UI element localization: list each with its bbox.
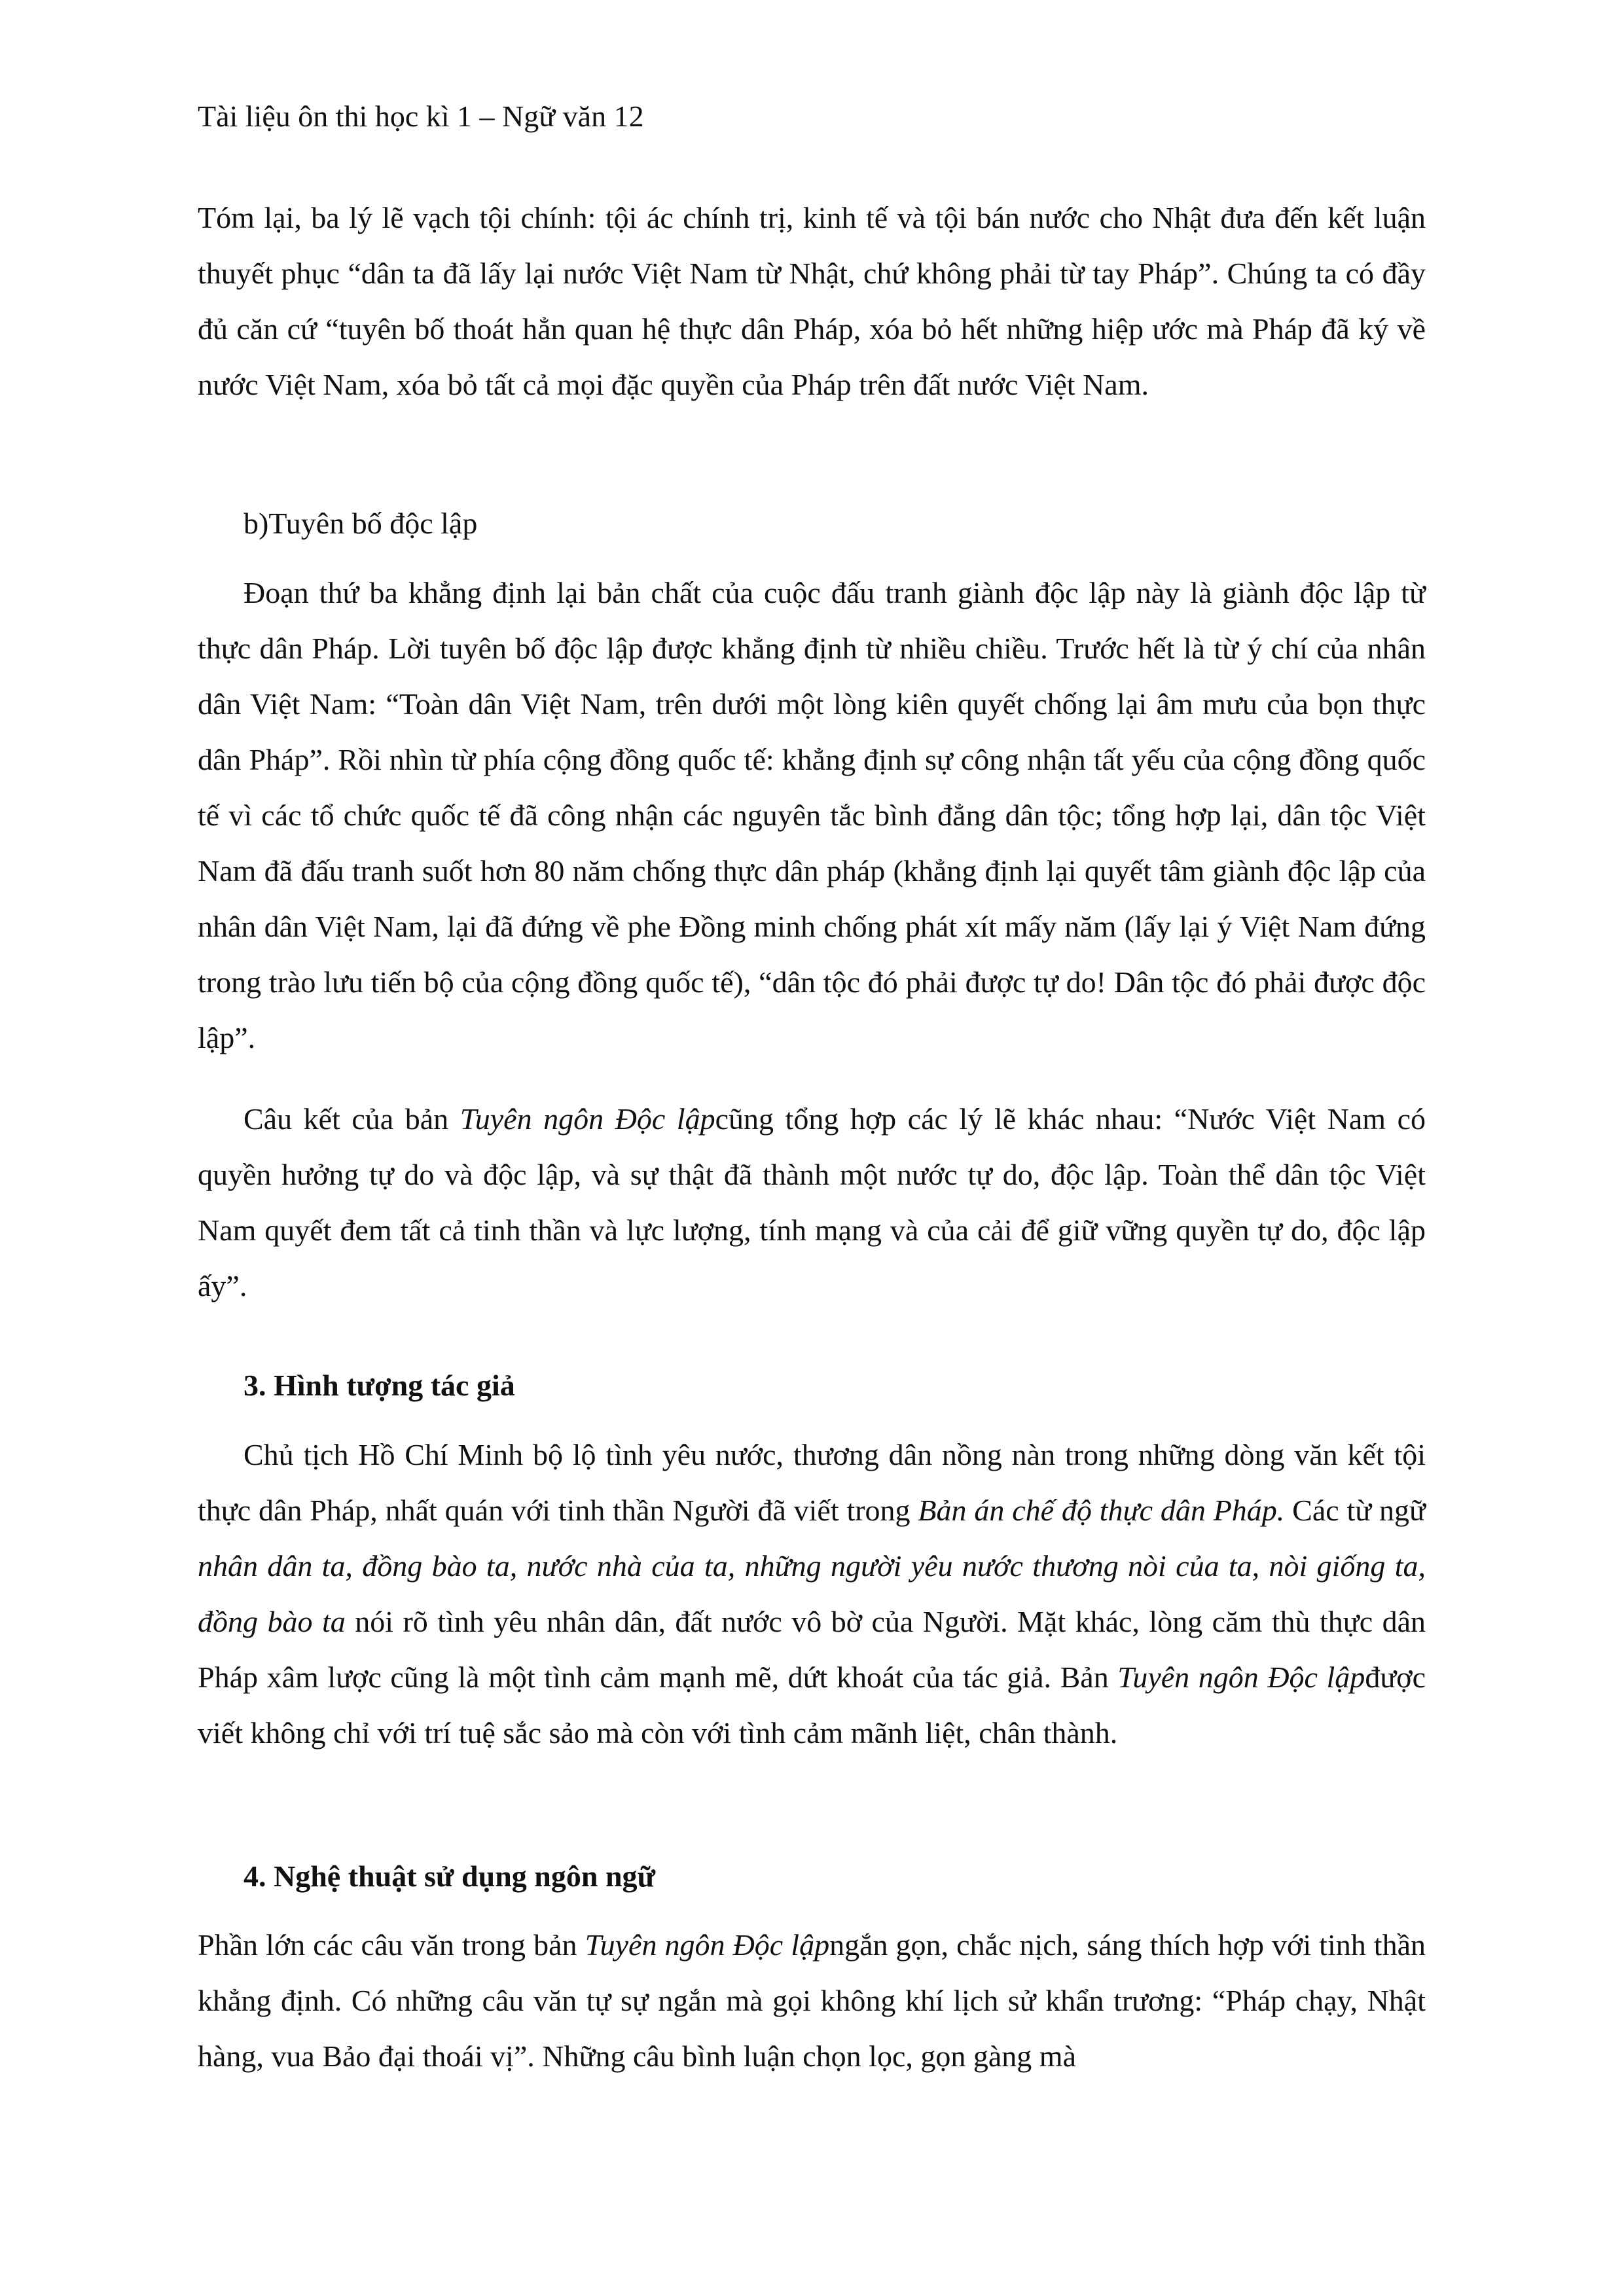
section-4-italic-1: Tuyên ngôn Độc lập bbox=[585, 1928, 830, 1962]
section-4-paragraph bbox=[198, 1917, 1426, 2084]
section-3-heading: 3. Hình tượng tác giả bbox=[244, 1369, 515, 1402]
section-b-paragraph-2 bbox=[198, 1091, 1426, 1314]
section-3-text-2: Các từ ngữ bbox=[1284, 1494, 1426, 1527]
section-3-italic-1: Bản án chế độ thực dân Pháp. bbox=[918, 1494, 1285, 1527]
page-header: Tài liệu ôn thi học kì 1 – Ngữ văn 12 bbox=[198, 99, 644, 133]
section-4-text-2: ngắn gọn, chắc nịch, sáng thích hợp với tinh thần khẳng định. Có những câu văn tự sự ngắn mà gọi không khí lịch sử khẩn trương: “Pháp chạy, Nhật hàng, vua Bảo đại thoái vị”. Những câu bình luận chọn lọc, gọn gàng mà bbox=[198, 1928, 1426, 2073]
section-b-title: b)Tuyên bố độc lập bbox=[244, 507, 478, 540]
summary-text: Tóm lại, ba lý lẽ vạch tội chính: tội ác chính trị, kinh tế và tội bán nước cho Nhật đưa đến kết luận thuyết phục “dân ta đã lấy lại nước Việt Nam từ Nhật, chứ không phải từ tay Pháp”. Chúng ta có đầy đủ căn cứ “tuyên bố thoát hẳn quan hệ thực dân Pháp, xóa bỏ hết những hiệp ước mà Pháp đã ký về nước Việt Nam, xóa bỏ tất cả mọi đặc quyền của Pháp trên đất nước Việt Nam. bbox=[198, 201, 1426, 401]
section-4-heading: 4. Nghệ thuật sử dụng ngôn ngữ bbox=[244, 1859, 656, 1893]
section-b-text-2-post: cũng tổng hợp các lý lẽ khác nhau: “Nước Việt Nam có quyền hưởng tự do và độc lập, và sự thật đã thành một nước tự do, độc lập. Toàn thể dân tộc Việt Nam quyết đem tất cả tinh thần và lực lượng, tính mạng và của cải để giữ vững quyền tự do, độc lập ấy”. bbox=[198, 1102, 1426, 1302]
section-3-text-3: nói rõ tình yêu nhân dân, đất nước vô bờ của Người. Mặt khác, lòng căm thù thực dân Pháp xâm lược cũng là một tình cảm mạnh mẽ, dứt khoát của tác giả. Bản bbox=[198, 1605, 1426, 1694]
section-3-paragraph bbox=[198, 1427, 1426, 1761]
section-b-paragraph-1 bbox=[198, 565, 1426, 1066]
section-3-italic-2: nhân dân ta, đồng bào ta, nước nhà của ta, những người yêu nước thương nòi của ta, nòi giống ta, đồng bào ta bbox=[198, 1549, 1426, 1638]
document-title-reference: Tuyên ngôn Độc lập bbox=[460, 1102, 715, 1136]
section-3-italic-3: Tuyên ngôn Độc lập bbox=[1117, 1660, 1365, 1694]
section-3-text-4: được viết không chỉ với trí tuệ sắc sảo mà còn với tình cảm mãnh liệt, chân thành. bbox=[198, 1660, 1426, 1749]
section-3-text-1: Chủ tịch Hồ Chí Minh bộ lộ tình yêu nước, thương dân nồng nàn trong những dòng văn kết tội thực dân Pháp, nhất quán với tinh thần Người đã viết trong bbox=[198, 1438, 1426, 1527]
section-b-text-2-pre: Câu kết của bản bbox=[244, 1102, 460, 1136]
section-4-text-1: Phần lớn các câu văn trong bản bbox=[198, 1928, 585, 1962]
summary-paragraph bbox=[198, 190, 1426, 412]
section-b-text-1: Đoạn thứ ba khẳng định lại bản chất của cuộc đấu tranh giành độc lập này là giành độc lập từ thực dân Pháp. Lời tuyên bố độc lập được khẳng định từ nhiều chiều. Trước hết là từ ý chí của nhân dân Việt Nam: “Toàn dân Việt Nam, trên dưới một lòng kiên quyết chống lại âm mưu của bọn thực dân Pháp”. Rồi nhìn từ phía cộng đồng quốc tế: khẳng định sự công nhận tất yếu của cộng đồng quốc tế vì các tổ chức quốc tế đã công nhận các nguyên tắc bình đẳng dân tộc; tổng hợp lại, dân tộc Việt Nam đã đấu tranh suốt hơn 80 năm chống thực dân pháp (khẳng định lại quyết tâm giành độc lập của nhân dân Việt Nam, lại đã đứng về phe Đồng minh chống phát xít mấy năm (lấy lại ý Việt Nam đứng trong trào lưu tiến bộ của cộng đồng quốc tế), “dân tộc đó phải được tự do! Dân tộc đó phải được độc lập”. bbox=[198, 576, 1426, 1054]
